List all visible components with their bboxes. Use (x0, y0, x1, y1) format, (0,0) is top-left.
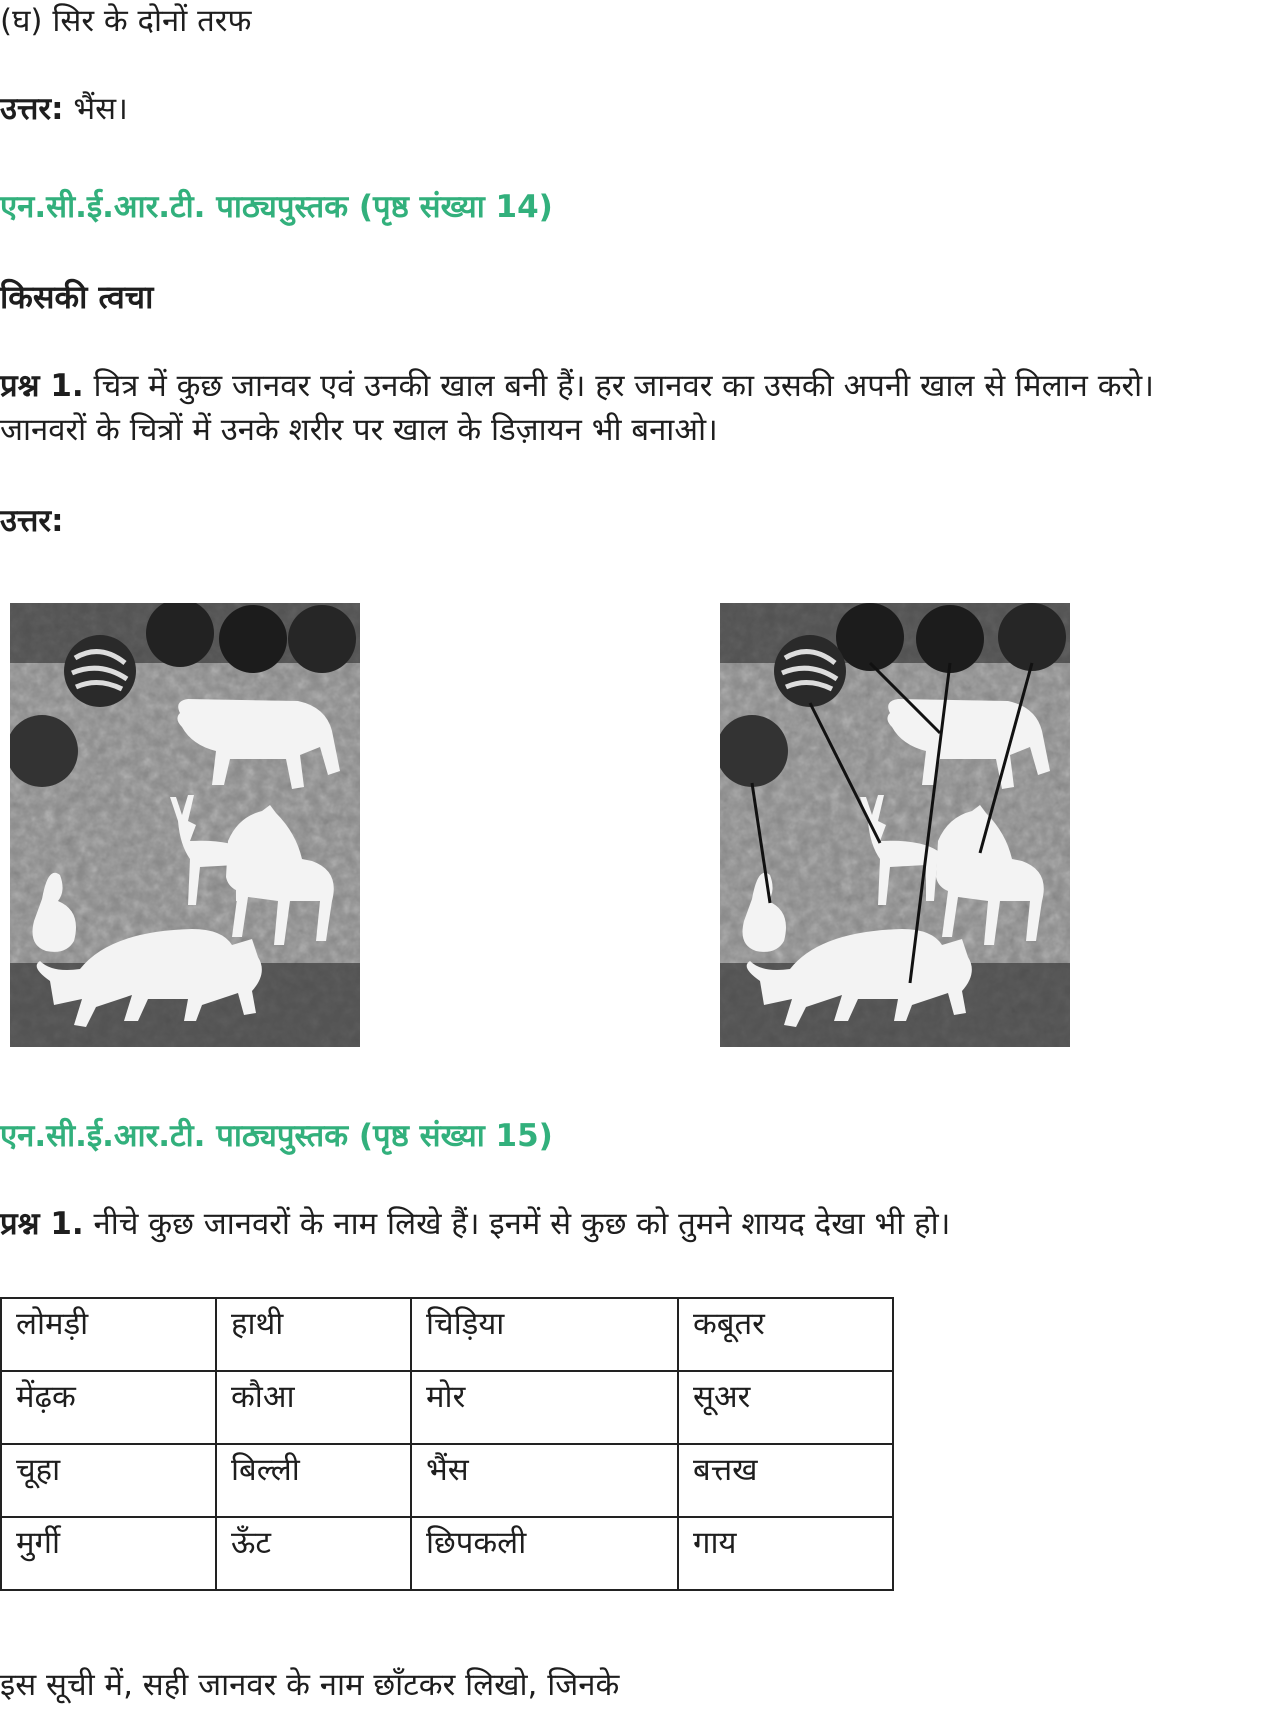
table-row (1, 1371, 893, 1444)
table-cell: चूहा (1, 1444, 216, 1517)
table-cell: मेंढ़क (1, 1371, 216, 1444)
table-cell: चिड़िया (411, 1298, 678, 1371)
final-instruction-line: इस सूची में, सही जानवर के नाम छाँटकर लिखो, जिनके (0, 1667, 620, 1703)
option-gha: (घ) सिर के दोनों तरफ (0, 3, 252, 39)
answer-line (0, 88, 128, 130)
table-cell: बत्तख (678, 1444, 893, 1517)
table-cell: मोर (411, 1371, 678, 1444)
animal-skin-figure-matched (720, 603, 1070, 1047)
answer-2-label: उत्तर: (0, 503, 64, 539)
table-cell: गाय (678, 1517, 893, 1590)
question-label: प्रश्न 1. (0, 1206, 84, 1242)
table-cell: लोमड़ी (1, 1298, 216, 1371)
table-cell: ऊँट (216, 1517, 411, 1590)
table-cell: छिपकली (411, 1517, 678, 1590)
question-label: प्रश्न 1. (0, 368, 84, 404)
table-row (1, 1444, 893, 1517)
table-row (1, 1517, 893, 1590)
table-cell: मुर्गी (1, 1517, 216, 1590)
table-cell: कौआ (216, 1371, 411, 1444)
heading-page-14: एन.सी.ई.आर.टी. पाठ्यपुस्तक (पृष्ठ संख्या 14) (0, 189, 553, 225)
animal-skin-figure-unmatched (10, 603, 360, 1047)
table-cell: भैंस (411, 1444, 678, 1517)
table-cell: सूअर (678, 1371, 893, 1444)
animal-names-table (0, 1297, 894, 1591)
heading-page-15: एन.सी.ई.आर.टी. पाठ्यपुस्तक (पृष्ठ संख्या 15) (0, 1118, 553, 1154)
section-title-skin: किसकी त्वचा (0, 278, 154, 316)
table-cell: बिल्ली (216, 1444, 411, 1517)
question-1-line-1 (0, 365, 1154, 407)
question-text: चित्र में कुछ जानवर एवं उनकी खाल बनी हैं। हर जानवर का उसकी अपनी खाल से मिलान करो। (83, 368, 1154, 404)
answer-label: उत्तर: (0, 91, 64, 127)
table-row (1, 1298, 893, 1371)
answer-text: भैंस। (63, 91, 128, 127)
question-2-line (0, 1203, 950, 1245)
table-cell: कबूतर (678, 1298, 893, 1371)
table-cell: हाथी (216, 1298, 411, 1371)
question-1-line-2: जानवरों के चित्रों में उनके शरीर पर खाल के डिज़ायन भी बनाओ। (0, 412, 718, 448)
question-text: नीचे कुछ जानवरों के नाम लिखे हैं। इनमें से कुछ को तुमने शायद देखा भी हो। (83, 1206, 951, 1242)
